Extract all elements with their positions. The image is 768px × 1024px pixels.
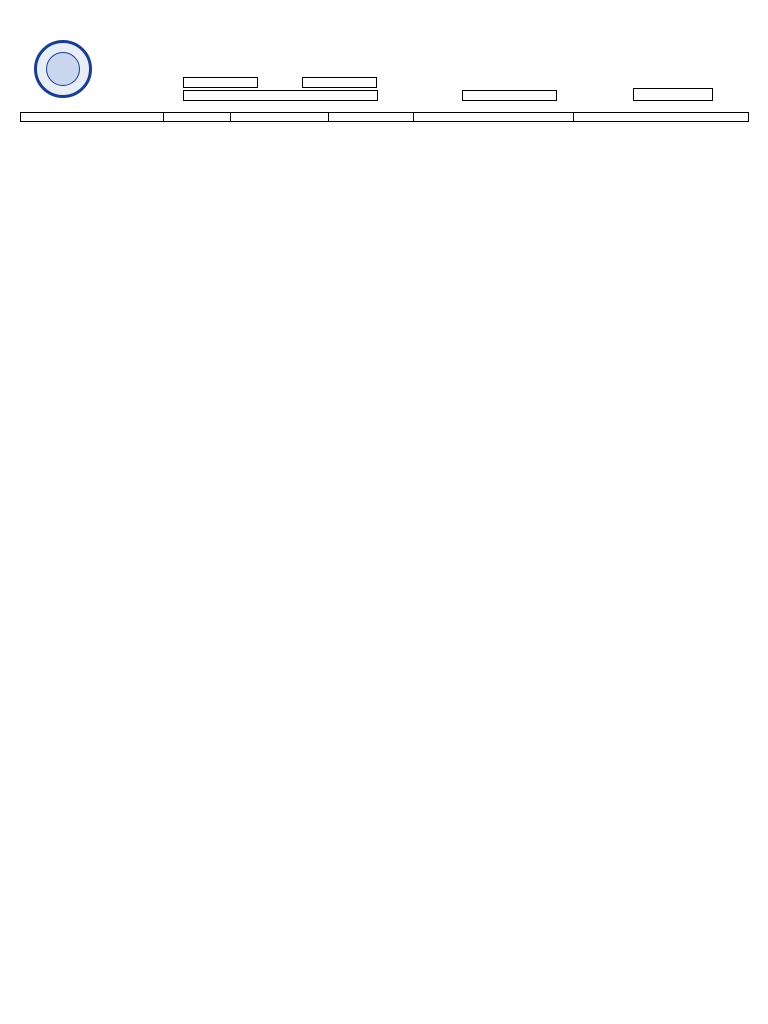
quarter-label	[21, 113, 164, 122]
deped-seal-logo	[34, 40, 92, 98]
seal-emblem-icon	[46, 52, 80, 86]
info-row	[20, 112, 749, 122]
teacher-value[interactable]	[414, 113, 574, 122]
school-name-value[interactable]	[183, 90, 378, 101]
grade-section-label	[164, 113, 231, 122]
semester-value[interactable]	[462, 90, 557, 101]
subject-cell	[574, 113, 749, 122]
region-value[interactable]	[183, 77, 258, 88]
teacher-label	[329, 113, 414, 122]
division-value[interactable]	[302, 77, 377, 88]
grade-section-value[interactable]	[231, 113, 329, 122]
school-year-value[interactable]	[633, 88, 713, 101]
